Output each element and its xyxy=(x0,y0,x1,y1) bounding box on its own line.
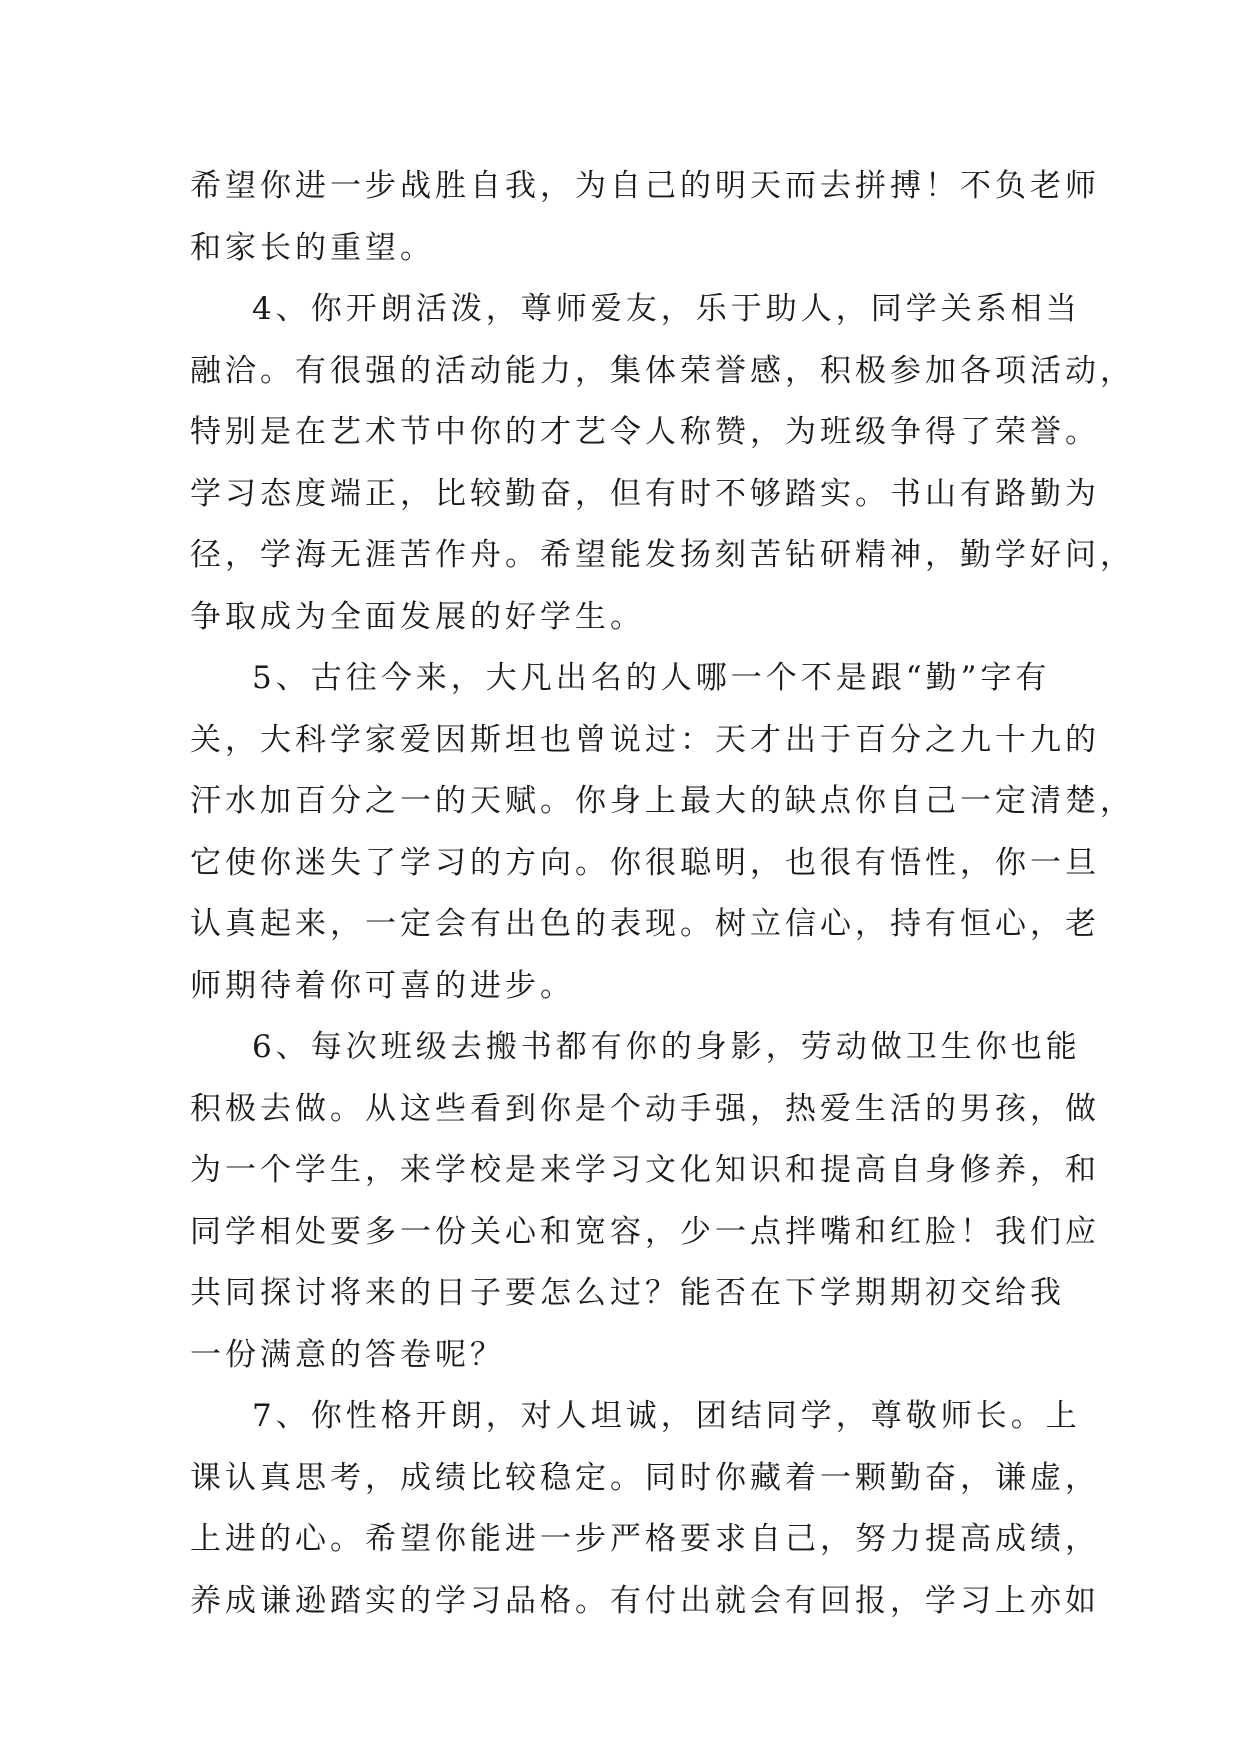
text-line: 一份满意的答卷呢？ xyxy=(190,1336,505,1373)
text-line: 认真起来，一定会有出色的表现。树立信心，持有恒心，老 xyxy=(190,906,1100,942)
text-line: 师期待着你可喜的进步。 xyxy=(190,967,575,1004)
paragraph-item-7 xyxy=(190,1386,1100,1632)
text-line: 特别是在艺术节中你的才艺令人称赞，为班级争得了荣誉。 xyxy=(190,414,1100,450)
text-line: 径，学海无涯苦作舟。希望能发扬刻苦钻研精神，勤学好问， xyxy=(190,537,1135,573)
text-line: 希望你进一步战胜自我，为自己的明天而去拼搏！不负老师 xyxy=(190,168,1100,204)
paragraph-continuation xyxy=(190,156,1100,279)
text-line: 课认真思考，成绩比较稳定。同时你藏着一颗勤奋，谦虚， xyxy=(190,1459,1100,1496)
text-line: 和家长的重望。 xyxy=(190,229,435,266)
document-body xyxy=(190,156,1135,1632)
text-line: 学习态度端正，比较勤奋，但有时不够踏实。书山有路勤为 xyxy=(190,475,1100,512)
text-line: 为一个学生，来学校是来学习文化知识和提高自身修养，和 xyxy=(190,1152,1100,1188)
text-line: 它使你迷失了学习的方向。你很聪明，也很有悟性，你一旦 xyxy=(190,844,1100,881)
text-line: 5、古往今来，大凡出名的人哪一个不是跟“勤”字有 xyxy=(252,660,1051,696)
text-line: 同学相处要多一份关心和宽容，少一点拌嘴和红脸！我们应 xyxy=(190,1213,1100,1250)
text-line: 汗水加百分之一的天赋。你身上最大的缺点你自己一定清楚， xyxy=(190,783,1135,819)
text-line: 养成谦逊踏实的学习品格。有付出就会有回报，学习上亦如 xyxy=(190,1582,1100,1619)
text-line: 4、你开朗活泼，尊师爱友，乐于助人，同学关系相当 xyxy=(252,291,1081,327)
text-line: 积极去做。从这些看到你是个动手强，热爱生活的男孩，做 xyxy=(190,1090,1100,1127)
text-line: 争取成为全面发展的好学生。 xyxy=(190,598,645,635)
text-line: 7、你性格开朗，对人坦诚，团结同学，尊敬师长。上 xyxy=(252,1398,1081,1434)
text-line: 关，大科学家爱因斯坦也曾说过：天才出于百分之九十九的 xyxy=(190,721,1100,758)
text-line: 融洽。有很强的活动能力，集体荣誉感，积极参加各项活动， xyxy=(190,352,1135,389)
text-line: 上进的心。希望你能进一步严格要求自己，努力提高成绩， xyxy=(190,1521,1100,1557)
text-line: 共同探讨将来的日子要怎么过？能否在下学期期初交给我 xyxy=(190,1275,1065,1311)
text-line: 6、每次班级去搬书都有你的身影，劳动做卫生你也能 xyxy=(252,1029,1081,1065)
paragraph-item-6 xyxy=(190,1017,1100,1386)
paragraph-item-4 xyxy=(190,279,1135,648)
paragraph-item-5 xyxy=(190,648,1135,1017)
